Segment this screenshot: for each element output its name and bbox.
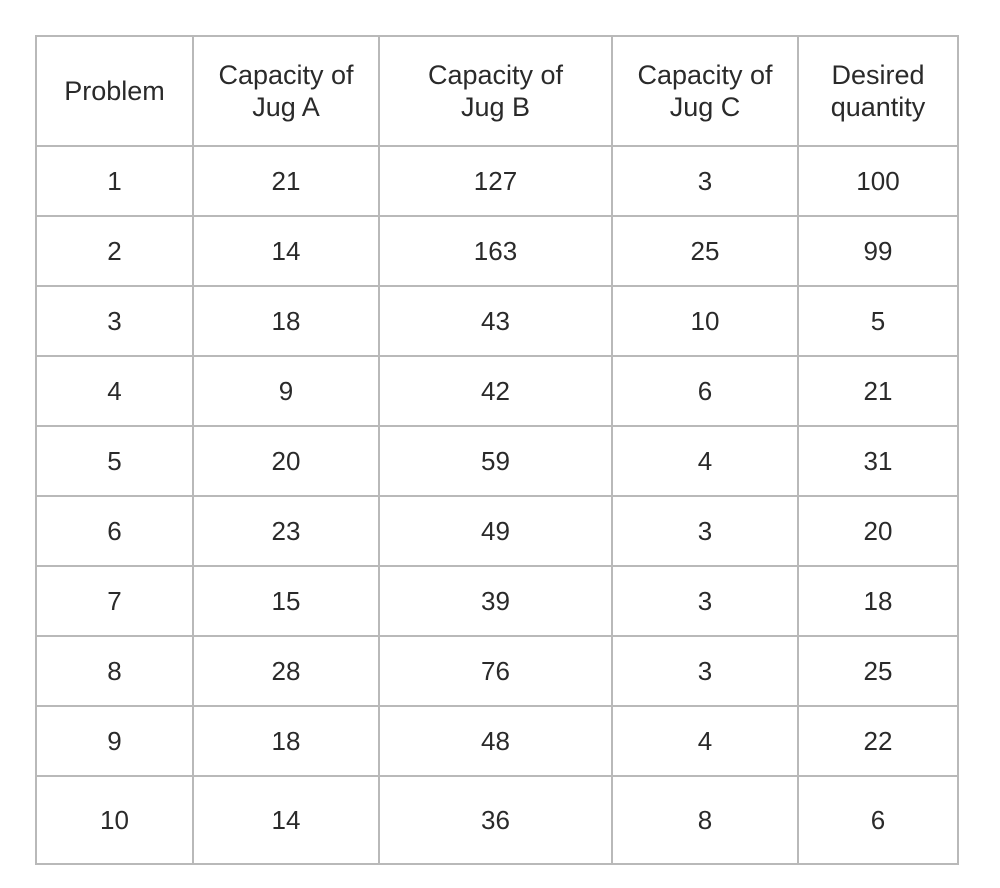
header-line-2: Jug A bbox=[252, 92, 320, 122]
cell-jug-a: 9 bbox=[193, 356, 379, 426]
cell-jug-a: 20 bbox=[193, 426, 379, 496]
table-row bbox=[36, 706, 958, 776]
cell-jug-b: 59 bbox=[379, 426, 612, 496]
cell-desired-quantity: 20 bbox=[798, 496, 958, 566]
cell-problem: 5 bbox=[36, 426, 193, 496]
cell-jug-c: 4 bbox=[612, 706, 798, 776]
cell-jug-c: 25 bbox=[612, 216, 798, 286]
header-capacity-jug-b bbox=[379, 36, 612, 146]
cell-jug-b: 163 bbox=[379, 216, 612, 286]
cell-desired-quantity: 100 bbox=[798, 146, 958, 216]
header-problem bbox=[36, 36, 193, 146]
table-row bbox=[36, 636, 958, 706]
table-body bbox=[36, 146, 958, 864]
cell-desired-quantity: 18 bbox=[798, 566, 958, 636]
cell-jug-a: 14 bbox=[193, 776, 379, 864]
cell-desired-quantity: 99 bbox=[798, 216, 958, 286]
header-capacity-jug-a bbox=[193, 36, 379, 146]
cell-jug-b: 39 bbox=[379, 566, 612, 636]
table-row bbox=[36, 776, 958, 864]
cell-problem: 6 bbox=[36, 496, 193, 566]
cell-desired-quantity: 6 bbox=[798, 776, 958, 864]
cell-problem: 8 bbox=[36, 636, 193, 706]
header-line-2: Jug C bbox=[669, 92, 741, 122]
cell-jug-b: 42 bbox=[379, 356, 612, 426]
cell-jug-a: 18 bbox=[193, 706, 379, 776]
cell-desired-quantity: 25 bbox=[798, 636, 958, 706]
table-row bbox=[36, 426, 958, 496]
cell-jug-b: 49 bbox=[379, 496, 612, 566]
cell-jug-b: 36 bbox=[379, 776, 612, 864]
table-row bbox=[36, 286, 958, 356]
cell-jug-a: 21 bbox=[193, 146, 379, 216]
header-line-1: Desired bbox=[831, 60, 925, 90]
cell-jug-b: 127 bbox=[379, 146, 612, 216]
header-row bbox=[36, 36, 958, 146]
cell-desired-quantity: 22 bbox=[798, 706, 958, 776]
water-jug-problems-table bbox=[35, 35, 959, 865]
cell-desired-quantity: 31 bbox=[798, 426, 958, 496]
table-header bbox=[36, 36, 958, 146]
header-problem-label: Problem bbox=[64, 76, 165, 106]
cell-jug-a: 18 bbox=[193, 286, 379, 356]
cell-problem: 1 bbox=[36, 146, 193, 216]
table-row bbox=[36, 146, 958, 216]
cell-jug-a: 14 bbox=[193, 216, 379, 286]
header-line-1: Capacity of bbox=[218, 60, 354, 90]
header-desired-quantity bbox=[798, 36, 958, 146]
header-capacity-jug-c bbox=[612, 36, 798, 146]
cell-problem: 7 bbox=[36, 566, 193, 636]
cell-jug-b: 76 bbox=[379, 636, 612, 706]
cell-jug-c: 3 bbox=[612, 496, 798, 566]
cell-problem: 4 bbox=[36, 356, 193, 426]
cell-jug-a: 23 bbox=[193, 496, 379, 566]
header-line-2: Jug B bbox=[460, 92, 531, 122]
cell-desired-quantity: 21 bbox=[798, 356, 958, 426]
header-line-1: Capacity of bbox=[637, 60, 773, 90]
cell-problem: 10 bbox=[36, 776, 193, 864]
table-row bbox=[36, 216, 958, 286]
table-row bbox=[36, 496, 958, 566]
cell-jug-a: 15 bbox=[193, 566, 379, 636]
cell-problem: 2 bbox=[36, 216, 193, 286]
cell-jug-c: 3 bbox=[612, 146, 798, 216]
cell-jug-a: 28 bbox=[193, 636, 379, 706]
header-line-2: quantity bbox=[830, 92, 926, 122]
cell-problem: 9 bbox=[36, 706, 193, 776]
header-line-1: Capacity of bbox=[427, 60, 564, 90]
cell-jug-c: 3 bbox=[612, 566, 798, 636]
cell-jug-c: 8 bbox=[612, 776, 798, 864]
table-row bbox=[36, 356, 958, 426]
cell-jug-c: 4 bbox=[612, 426, 798, 496]
cell-jug-c: 10 bbox=[612, 286, 798, 356]
cell-jug-c: 6 bbox=[612, 356, 798, 426]
cell-problem: 3 bbox=[36, 286, 193, 356]
table-row bbox=[36, 566, 958, 636]
cell-jug-c: 3 bbox=[612, 636, 798, 706]
cell-jug-b: 43 bbox=[379, 286, 612, 356]
cell-jug-b: 48 bbox=[379, 706, 612, 776]
cell-desired-quantity: 5 bbox=[798, 286, 958, 356]
